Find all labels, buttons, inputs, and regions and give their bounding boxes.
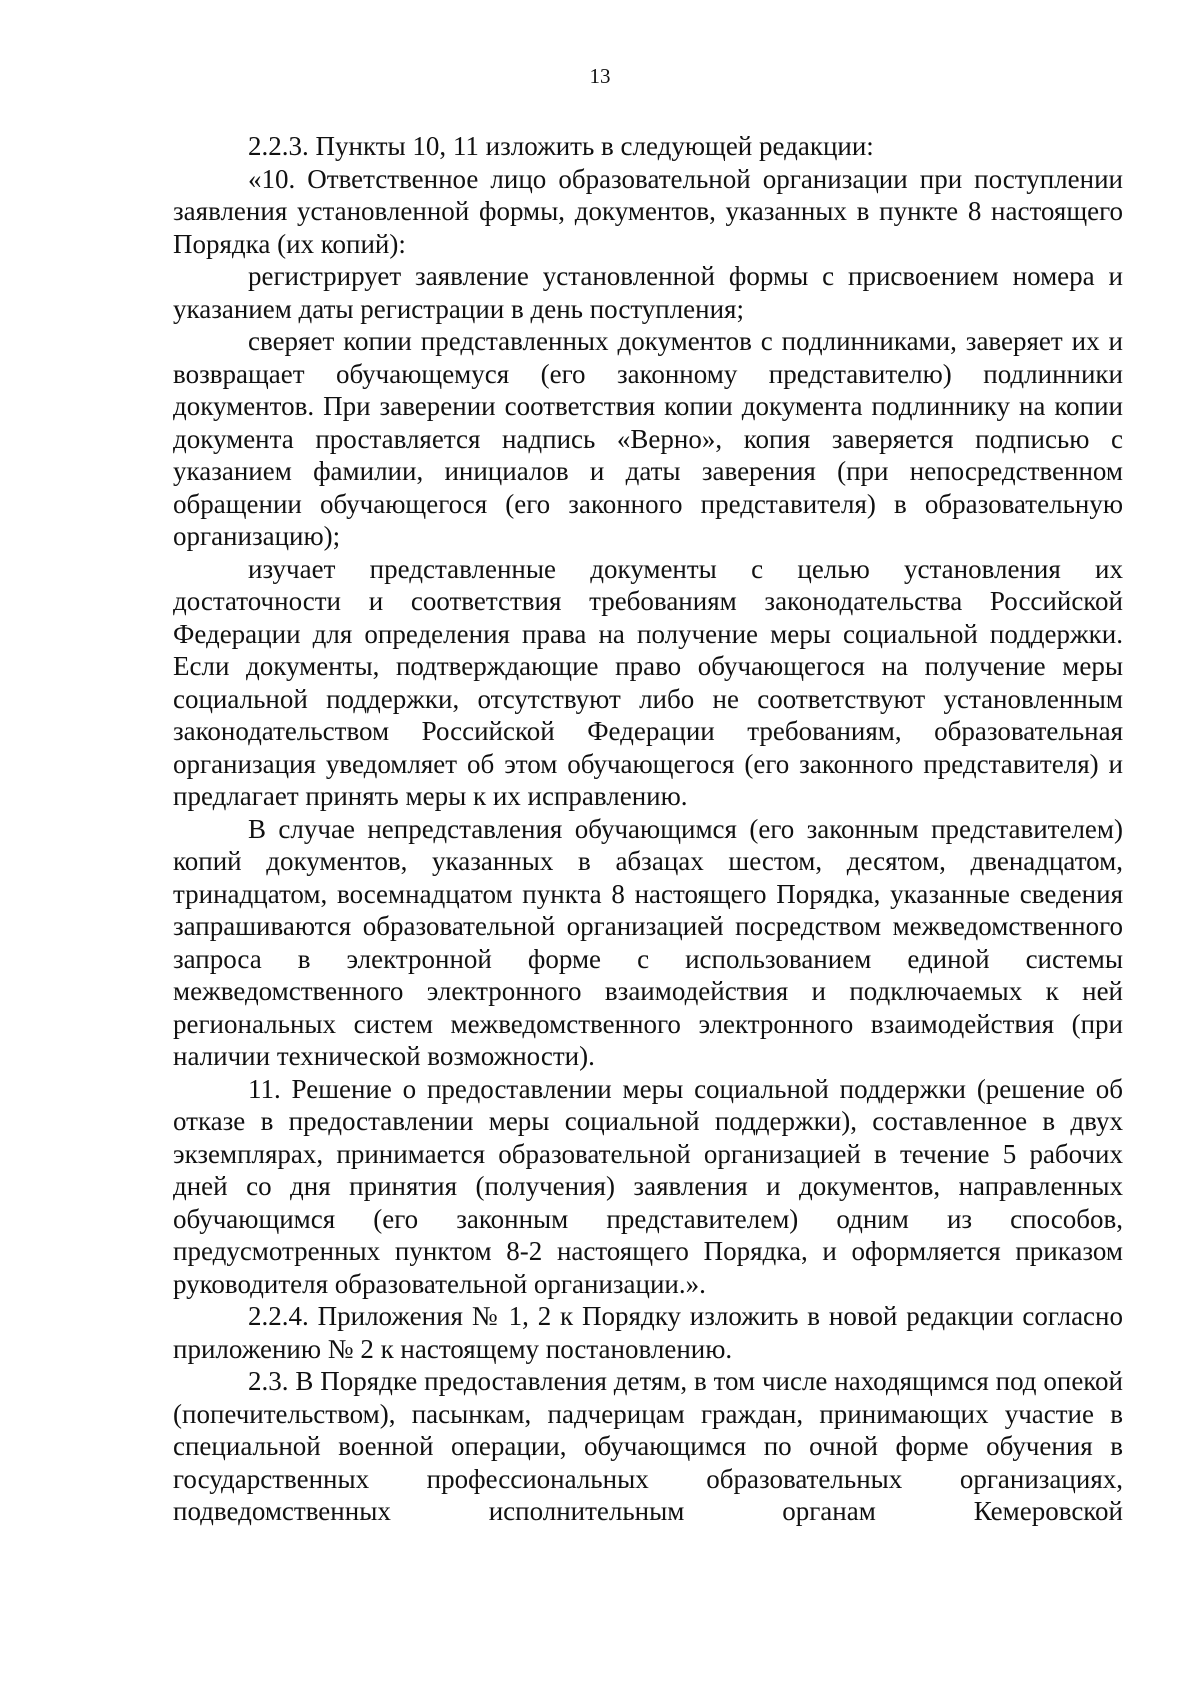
document-body bbox=[173, 130, 1123, 1528]
paragraph-studies-documents: изучает представленные документы с целью установления их достаточности и соответствия требованиям законодательства Российской Федерации для определения права на получение меры социальной поддержки. Если документы, подтверждающие право обучающегося на получение меры социальной поддержки, отсутствуют либо не соответствуют установленным законодательством Российской Федерации требованиям, образовательная организация уведомляет об этом обучающегося (его законного представителя) и предлагает принять меры к их исправлению. bbox=[173, 553, 1123, 811]
paragraph-item-11-decision: 11. Решение о предоставлении меры социальной поддержки (решение об отказе в предоставлении меры социальной поддержки), составленное в двух экземплярах, принимается образовательной организацией в течение 5 рабочих дней со дня принятия (получения) заявления и документов, направленных обучающимся (его законным представителем) одним из способов, предусмотренных пунктом 8-2 настоящего Порядка, и оформляется приказом руководителя образовательной организации.». bbox=[173, 1073, 1123, 1299]
paragraph-2-2-4-appendices: 2.2.4. Приложения № 1, 2 к Порядку изложить в новой редакции согласно приложению № 2 к настоящему постановлению. bbox=[173, 1301, 1123, 1364]
paragraph-registers-application: регистрирует заявление установленной формы с присвоением номера и указанием даты регистрации в день поступления; bbox=[173, 261, 1123, 324]
paragraph-item-10-intro: «10. Ответственное лицо образовательной организации при поступлении заявления установленной формы, документов, указанных в пункте 8 настоящего Порядка (их копий): bbox=[173, 163, 1123, 259]
page-number: 13 bbox=[589, 64, 611, 88]
paragraph-2-2-3-heading: 2.2.3. Пункты 10, 11 изложить в следующей редакции: bbox=[248, 131, 874, 161]
paragraph-2-3-procedure: 2.3. В Порядке предоставления детям, в том числе находящимся под опекой (попечительством), пасынкам, падчерицам граждан, принимающих участие в специальной военной операции, обучающимся по очной форме обучения в государственных профессиональных образовательных организациях, подведомственных исполнительным органам Кемеровской bbox=[173, 1366, 1123, 1526]
paragraph-verifies-copies: сверяет копии представленных документов с подлинниками, заверяет их и возвращает обучающемуся (его законному представителю) подлинники документов. При заверении соответствия копии документа подлиннику на копии документа проставляется надпись «Верно», копия заверяется подписью с указанием фамилии, инициалов и даты заверения (при непосредственном обращении обучающегося (его законного представителя) в образовательную организацию); bbox=[173, 326, 1123, 551]
paragraph-interdepartmental-request: В случае непредставления обучающимся (его законным представителем) копий документов, указанных в абзацах шестом, десятом, двенадцатом, тринадцатом, восемнадцатом пункта 8 настоящего Порядка, указанные сведения запрашиваются образовательной организацией посредством межведомственного запроса в электронной форме с использованием единой системы межведомственного электронного взаимодействия и подключаемых к ней региональных систем межведомственного электронного взаимодействия (при наличии технической возможности). bbox=[173, 813, 1123, 1071]
